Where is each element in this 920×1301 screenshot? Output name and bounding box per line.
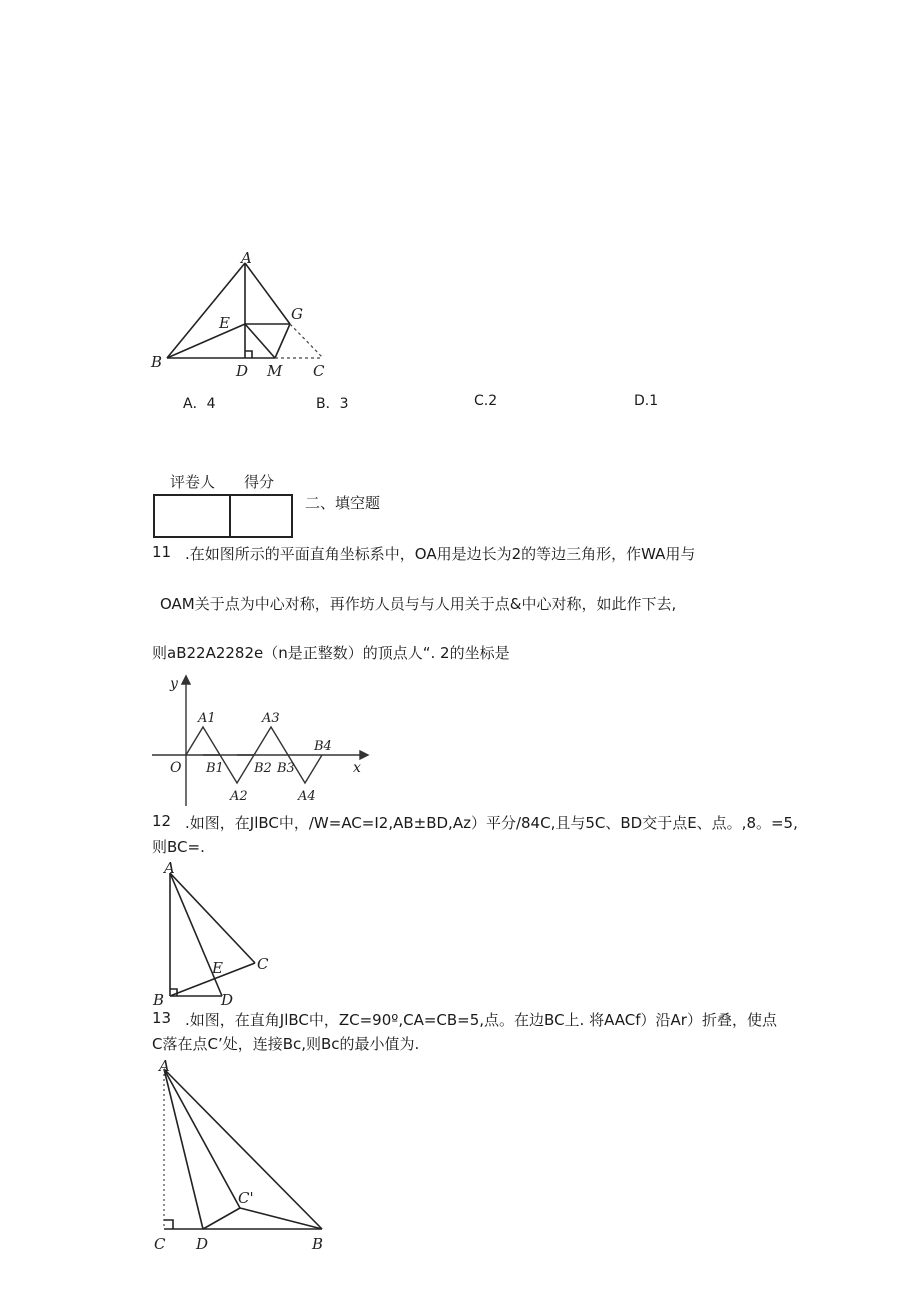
fig2-label-o: O [170, 760, 182, 776]
fig2-label-y: y [170, 676, 178, 692]
fig2-label-a2: A2 [230, 789, 248, 804]
grader-label-reviewer: 评卷人 [170, 473, 216, 491]
q11-line2: OAM关于点为中心对称，再作坊人员与与人用关于点&中心对称，如此作下去, [160, 595, 677, 613]
score-box[interactable] [229, 494, 293, 538]
figure-triangle-square [145, 248, 345, 388]
grader-label-score: 得分 [244, 473, 275, 491]
fig2-label-a3: A3 [262, 711, 280, 726]
fig2-label-b2: B2 [254, 761, 272, 776]
reviewer-box[interactable] [153, 494, 233, 538]
fig1-label-d: D [236, 362, 249, 380]
fig3-label-d: D [221, 991, 234, 1007]
fig4-label-d: D [196, 1235, 209, 1253]
fig4-label-c-prime: C' [238, 1189, 254, 1207]
figure-coordinate-zigzag [148, 672, 373, 812]
fig1-label-e: E [219, 314, 230, 332]
fig1-label-m: M [267, 362, 283, 380]
fig2-label-x: x [353, 760, 361, 776]
figure-triangle-abc-bisector [150, 855, 280, 1007]
fig1-label-c: C [313, 362, 325, 380]
q13-number: 13 [152, 1009, 172, 1027]
option-a[interactable]: A．4 [183, 396, 216, 412]
fig3-label-a: A [164, 859, 175, 877]
q11-line3: 则aB22A2282e（n是正整数）的顶点人“. 2的坐标是 [152, 644, 510, 662]
fig4-label-a: A [159, 1057, 170, 1075]
q13-line2: C落在点C’处，连接Bc,则Bc的最小值为. [152, 1035, 420, 1053]
q12-line2: 则BC=. [152, 838, 205, 856]
q11-number: 11 [152, 543, 172, 561]
fig2-label-b3: B3 [277, 761, 295, 776]
q11-line1: .在如图所示的平面直角坐标系中，OA用是边长为2的等边三角形，作WA用与 [185, 545, 696, 563]
fig3-label-e: E [212, 959, 223, 977]
fig1-label-b: B [151, 353, 163, 371]
option-c[interactable]: C.2 [474, 393, 498, 409]
fig4-label-c: C [154, 1235, 166, 1253]
fig2-label-b4: B4 [314, 739, 332, 754]
q12-line1: .如图，在JlBC中，/W=AC=I2,AB±BD,Az）平分/84C,且与5C、BD交于点E、点。,8。=5, [185, 814, 798, 832]
fig3-label-b: B [153, 991, 165, 1007]
fig2-label-a1: A1 [198, 711, 216, 726]
option-b[interactable]: B．3 [316, 396, 349, 412]
fig1-label-a: A [241, 249, 252, 267]
fig2-label-b1: B1 [206, 761, 224, 776]
fig2-label-a4: A4 [298, 789, 316, 804]
fig1-label-g: G [291, 305, 303, 323]
figure-right-triangle-fold [150, 1055, 340, 1255]
fig4-label-b: B [312, 1235, 324, 1253]
q12-number: 12 [152, 812, 172, 830]
option-d[interactable]: D.1 [634, 393, 659, 409]
section-title: 二、填空题 [305, 494, 381, 512]
fig3-label-c: C [257, 955, 269, 973]
q13-line1: .如图，在直角JlBC中，ZC=90º,CA=CB=5,点。在边BC上. 将AACf）沿Ar）折叠，使点 [185, 1011, 777, 1029]
